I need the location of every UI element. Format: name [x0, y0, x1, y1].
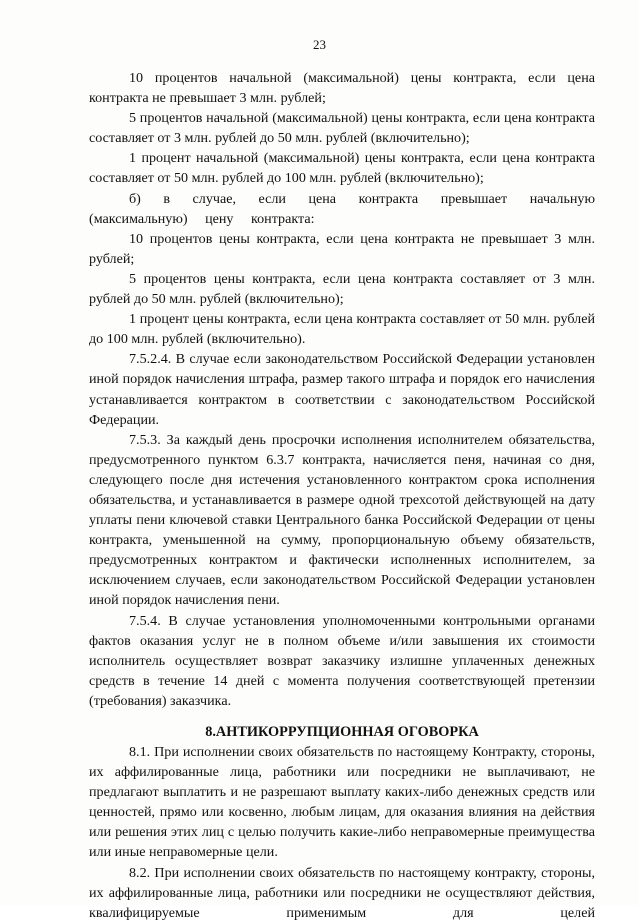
paragraph-penalty-5-percent: 5 процентов цены контракта, если цена контракта составляет от 3 млн. рублей до 50 млн. рублей (включительно);	[89, 270, 595, 308]
paragraph-case-b: б) в случае, если цена контракта превышает начальную (максимальную) цену контракта:	[89, 190, 595, 227]
paragraph-8-2: 8.2. При исполнении своих обязательств по настоящему контракту, стороны, их аффилированные лица, работники или посредники не осуществляют действия, квалифицируемые применимым для целей	[89, 864, 595, 921]
paragraph-penalty-10-percent-initial: 10 процентов начальной (максимальной) цены контракта, если цена контракта не превышает 3 млн. рублей;	[89, 70, 595, 107]
paragraph-7-5-3: 7.5.3. За каждый день просрочки исполнения исполнителем обязательства, предусмотренного пунктом 6.3.7 контракта, начисляется пеня, начиная со дня, следующего после дня истечения установленного контрактом срока исполнения обязательства, и устанавливается в размере одной трехсотой действующей на дату уплаты пени ключевой ставки Центрального банка Российской Федерации от цены контракта, уменьшенной на сумму, пропорциональную объему обязательств, предусмотренных контрактом и фактически исполненных исполнителем, за исключением случаев, если законодательством Российской Федерации установлен иной порядок начисления пени.	[89, 431, 595, 609]
paragraph-penalty-5-percent-initial: 5 процентов начальной (максимальной) цены контракта, если цена контракта составляет от 3 млн. рублей до 50 млн. рублей (включительно);	[89, 110, 595, 147]
paragraph-penalty-1-percent-initial: 1 процент начальной (максимальной) цены контракта, если цена контракта составляет от 50 млн. рублей до 100 млн. рублей (включительно);	[89, 150, 595, 187]
paragraph-8-1: 8.1. При исполнении своих обязательств по настоящему Контракту, стороны, их аффилированные лица, работники или посредники не выплачивают, не предлагают выплатить и не разрешают выплату каких-либо денежных средств или ценностей, прямо или косвенно, любым лицам, для оказания влияния на действия или решения этих лиц с целью получить какие-либо неправомерные преимущества или иные неправомерные цели.	[89, 744, 595, 861]
page-number: 23	[313, 37, 326, 52]
paragraph-penalty-10-percent: 10 процентов цены контракта, если цена контракта не превышает 3 млн. рублей;	[89, 230, 595, 267]
paragraph-penalty-1-percent: 1 процент цены контракта, если цена контракта составляет от 50 млн. рублей до 100 млн. рублей (включительно).	[89, 311, 595, 348]
paragraph-7-5-4: 7.5.4. В случае установления уполномоченными контрольными органами фактов оказания услуг не в полном объеме и/или завышения их стоимости исполнитель осуществляет возврат заказчику излишне уплаченных денежных средств в течение 14 дней с момента получения соответствующей претензии (требования) заказчика.	[89, 612, 595, 709]
section-heading-anticorruption: 8.АНТИКОРРУПЦИОННАЯ ОГОВОРКА	[205, 724, 479, 740]
document-body	[89, 68, 595, 923]
paragraph-7-5-2-4: 7.5.2.4. В случае если законодательством Российской Федерации установлен иной порядок начисления штрафа, размер такого штрафа и порядок его начисления устанавливается контрактом в соответствии с законодательством Российской Федерации.	[89, 351, 595, 428]
